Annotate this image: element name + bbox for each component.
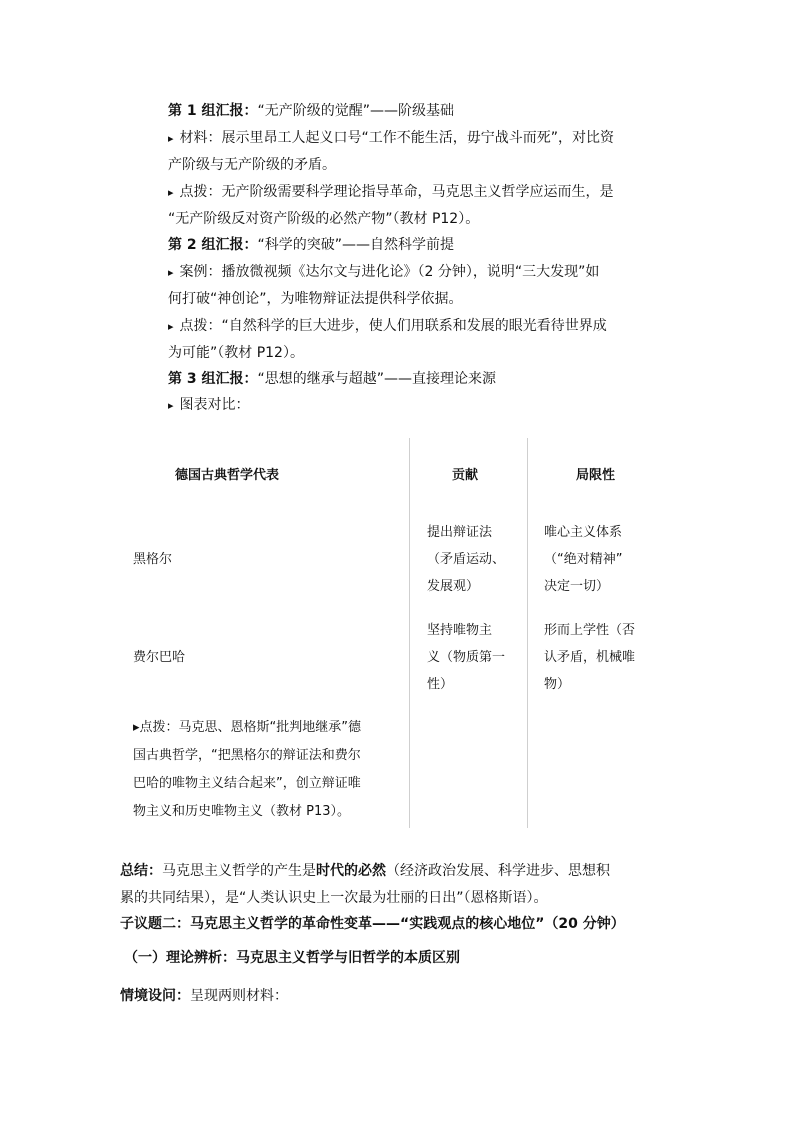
scene-label: 情境设问：: [120, 988, 190, 1004]
summary-text: （经济政治发展、科学进步、思想积: [386, 863, 610, 879]
hint-text-1: “自然科学的巨大进步，使人们用联系和发展的眼光看待世界成: [221, 318, 607, 334]
note-line: ▸点拨：马克思、恩格斯“批判地继承”德: [133, 720, 361, 735]
chart-label-text: 图表对比：: [179, 397, 250, 413]
cell-line: 发展观）: [427, 579, 480, 594]
group2-hint-line2: 为可能”（教材 P12）。: [168, 345, 304, 361]
table-header-limitation: 局限性: [576, 468, 616, 483]
cell-line: 认矛盾，机械唯: [544, 650, 636, 665]
scene-line: [120, 985, 288, 1007]
bullet-triangle-icon: ▸: [168, 186, 174, 199]
group1-title: “无产阶级的觉醒”——阶级基础: [257, 103, 455, 119]
table-note: [133, 714, 361, 826]
table-row-limitation: [544, 519, 622, 600]
table-header-contribution: 贡献: [452, 468, 479, 483]
case-text-1: 播放微视频《达尔文与进化论》（2 分钟），说明“三大发现”如: [221, 264, 600, 280]
group1-hint-line2: “无产阶级反对资产阶级的必然产物”（教材 P12）。: [168, 211, 480, 227]
group2-label: 第 2 组汇报：: [168, 237, 258, 253]
group1-heading: [168, 100, 688, 122]
sub1-heading: [124, 947, 460, 969]
table-divider: [409, 438, 410, 828]
hint-text-1: 无产阶级需要科学理论指导革命，马克思主义哲学应运而生，是: [221, 184, 614, 200]
group3-heading: [168, 368, 688, 390]
bullet-triangle-icon: ▸: [168, 132, 174, 145]
group1-material-line2: 产阶级与无产阶级的矛盾。: [168, 157, 336, 173]
table-row-name: 费尔巴哈: [133, 650, 186, 665]
group3-chart-label: [168, 394, 688, 417]
material-text-1: 展示里昂工人起义口号“工作不能生活，毋宁战斗而死”，对比资: [221, 130, 615, 146]
summary-emphasis: 时代的必然: [316, 863, 386, 879]
sub1-text: 马克思主义哲学与旧哲学的本质区别: [236, 950, 460, 966]
group2-case-line1: [168, 261, 688, 284]
group3-title: “思想的继承与超越”——直接理论来源: [257, 371, 497, 387]
note-line: 巴哈的唯物主义结合起来”，创立辩证唯: [133, 776, 361, 791]
cell-line: 物）: [544, 677, 571, 692]
cell-line: （“绝对精神”: [544, 552, 623, 567]
cell-line: （矛盾运动、: [427, 552, 506, 567]
bullet-triangle-icon: ▸: [168, 399, 174, 412]
cell-line: 形而上学性（否: [544, 623, 636, 638]
hint-label: 点拨：: [179, 184, 222, 200]
cell-line: 提出辩证法: [427, 525, 493, 540]
sub1-label: （一）理论辨析：: [124, 950, 236, 966]
cell-line: 决定一切）: [544, 579, 610, 594]
topic2-heading: 子议题二：马克思主义哲学的革命性变革——“实践观点的核心地位”（20 分钟）: [120, 916, 625, 932]
table-header-representative: 德国古典哲学代表: [175, 468, 280, 483]
scene-text: 呈现两则材料：: [190, 988, 288, 1004]
summary-text: 马克思主义哲学的产生是: [162, 863, 316, 879]
note-line: 国古典哲学，“把黑格尔的辩证法和费尔: [133, 748, 361, 763]
table-row-contribution: [427, 519, 505, 600]
cell-line: 义（物质第一: [427, 650, 506, 665]
table-divider: [527, 438, 528, 828]
cell-line: 性）: [427, 677, 454, 692]
bullet-triangle-icon: ▸: [168, 266, 174, 279]
bullet-triangle-icon: ▸: [168, 320, 174, 333]
hint-label: 点拨：: [179, 318, 222, 334]
cell-line: 坚持唯物主: [427, 623, 493, 638]
group2-heading: [168, 234, 688, 256]
group2-hint-line1: [168, 315, 688, 338]
table-row-contribution: [427, 617, 505, 698]
note-line: 物主义和历史唯物主义（教材 P13）。: [133, 804, 351, 819]
group2-case-line2: 何打破“神创论”，为唯物辩证法提供科学依据。: [168, 291, 463, 307]
group1-material-line1: [168, 127, 688, 150]
table-row-limitation: [544, 617, 635, 698]
table-row-name: 黑格尔: [133, 552, 173, 567]
group3-label: 第 3 组汇报：: [168, 371, 258, 387]
group1-label: 第 1 组汇报：: [168, 103, 258, 119]
material-label: 材料：: [179, 130, 222, 146]
case-label: 案例：: [179, 264, 222, 280]
group1-hint-line1: [168, 181, 688, 204]
group2-title: “科学的突破”——自然科学前提: [257, 237, 455, 253]
summary-line1: [120, 860, 610, 882]
cell-line: 唯心主义体系: [544, 525, 623, 540]
summary-label: 总结：: [120, 863, 162, 879]
summary-line2: 累的共同结果），是“人类认识史上一次最为壮丽的日出”（恩格斯语）。: [120, 890, 548, 906]
